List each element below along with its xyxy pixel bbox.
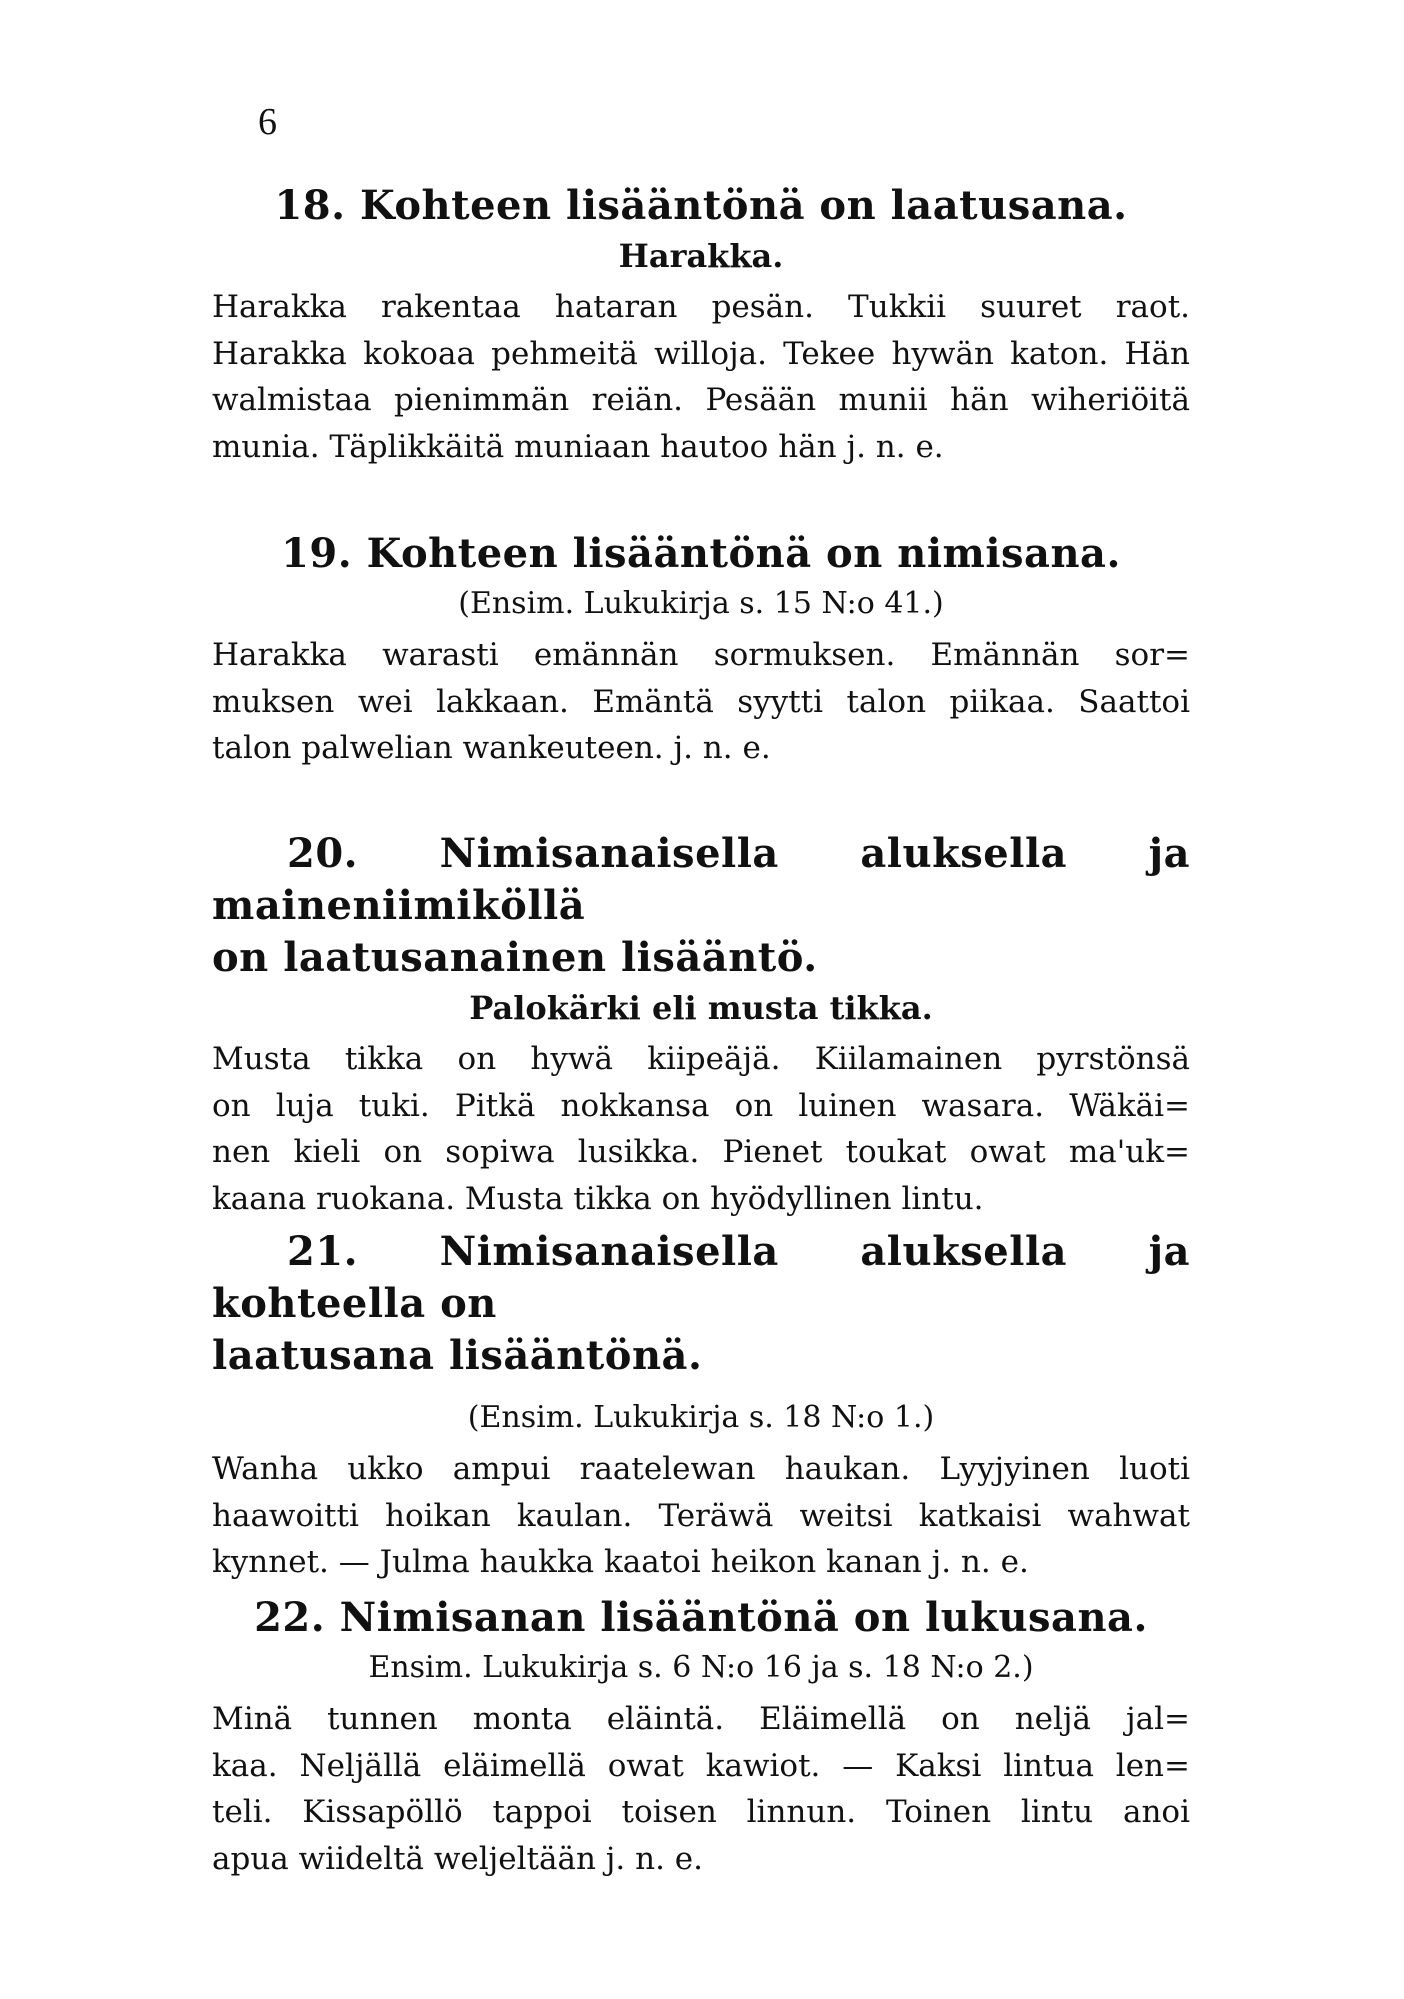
- section-heading: [212, 1226, 1190, 1330]
- section-title: Nimisanaisella aluksella ja kohteella on: [212, 1228, 1190, 1327]
- text-line: muksen wei lakkaan. Emäntä syytti talon piikaa. Saattoi: [212, 683, 1190, 720]
- text-line: teli. Kissapöllö tappoi toisen linnun. Toinen lintu anoi: [212, 1794, 1190, 1830]
- text-line: Harakka kokoaa pehmeitä willoja. Tekee hywän katon. Hän: [212, 335, 1190, 372]
- section-number: 20.: [287, 830, 359, 877]
- section-20: [212, 828, 1190, 1222]
- section-heading: [212, 1592, 1190, 1644]
- text-line: munia. Täplikkäitä muniaan hautoo hän j. n. e.: [212, 428, 944, 465]
- section-title: Kohteen lisääntönä on nimisana.: [366, 530, 1121, 577]
- text-line: Harakka rakentaa hataran pesän. Tukkii suuret raot.: [212, 289, 1190, 325]
- section-body: [212, 632, 1190, 772]
- text-line: kaa. Neljällä eläimellä owat kawiot. — Kaksi lintua len=: [212, 1747, 1190, 1784]
- text-line: nen kieli on sopiwa lusikka. Pienet toukat owat ma'uk=: [212, 1134, 1190, 1170]
- section-body: [212, 1036, 1190, 1222]
- text-line: Musta tikka on hywä kiipeäjä. Kiilamainen pyrstönsä: [212, 1041, 1190, 1077]
- text-line: on luja tuki. Pitkä nokkansa on luinen wasara. Wäkäi=: [212, 1087, 1190, 1124]
- section-number: 22.: [254, 1594, 326, 1641]
- section-number: 21.: [287, 1228, 359, 1275]
- text-line: kynnet. — Julma haukka kaatoi heikon kanan j. n. e.: [212, 1544, 1029, 1580]
- section-number: 19.: [281, 530, 353, 577]
- text-line: apua wiideltä weljeltään j. n. e.: [212, 1840, 703, 1877]
- text-line: walmistaa pienimmän reiän. Pesään munii hän wiheriöitä: [212, 382, 1190, 418]
- section-title: Nimisanaisella aluksella ja maineniimiköllä: [212, 830, 1190, 929]
- section-number: 18.: [274, 182, 346, 229]
- section-subtitle: (Ensim. Lukukirja s. 15 N:o 41.): [458, 586, 944, 621]
- section-subtitle: Harakka.: [618, 237, 784, 275]
- section-title: Nimisanan lisääntönä on lukusana.: [339, 1594, 1148, 1641]
- section-19: [212, 528, 1190, 772]
- section-heading: [212, 528, 1190, 580]
- text-line: Minä tunnen monta eläintä. Eläimellä on neljä jal=: [212, 1701, 1190, 1737]
- text-line: talon palwelian wankeuteen. j. n. e.: [212, 730, 771, 766]
- section-18: [212, 180, 1190, 470]
- section-heading-continued: on laatusanainen lisääntö.: [212, 934, 818, 981]
- section-subtitle: (Ensim. Lukukirja s. 18 N:o 1.): [467, 1400, 935, 1435]
- section-body: [212, 284, 1190, 470]
- section-body: [212, 1696, 1190, 1882]
- section-22: [212, 1592, 1190, 1882]
- text-line: Harakka warasti emännän sormuksen. Emännän sor=: [212, 637, 1190, 673]
- section-21: [212, 1226, 1190, 1586]
- section-subtitle: Ensim. Lukukirja s. 6 N:o 16 ja s. 18 N:o 2.): [368, 1650, 1034, 1685]
- text-line: haawoitti hoikan kaulan. Teräwä weitsi katkaisi wahwat: [212, 1497, 1190, 1534]
- text-line: kaana ruokana. Musta tikka on hyödyllinen lintu.: [212, 1180, 984, 1217]
- page-number: 6: [258, 101, 277, 143]
- section-title: Kohteen lisääntönä on laatusana.: [359, 182, 1128, 229]
- section-subtitle: Palokärki eli musta tikka.: [469, 989, 933, 1027]
- section-heading: [212, 828, 1190, 932]
- section-body: [212, 1446, 1190, 1586]
- section-heading-continued: laatusana lisääntönä.: [212, 1332, 703, 1379]
- text-line: Wanha ukko ampui raatelewan haukan. Lyyjyinen luoti: [212, 1451, 1190, 1487]
- section-heading: [212, 180, 1190, 232]
